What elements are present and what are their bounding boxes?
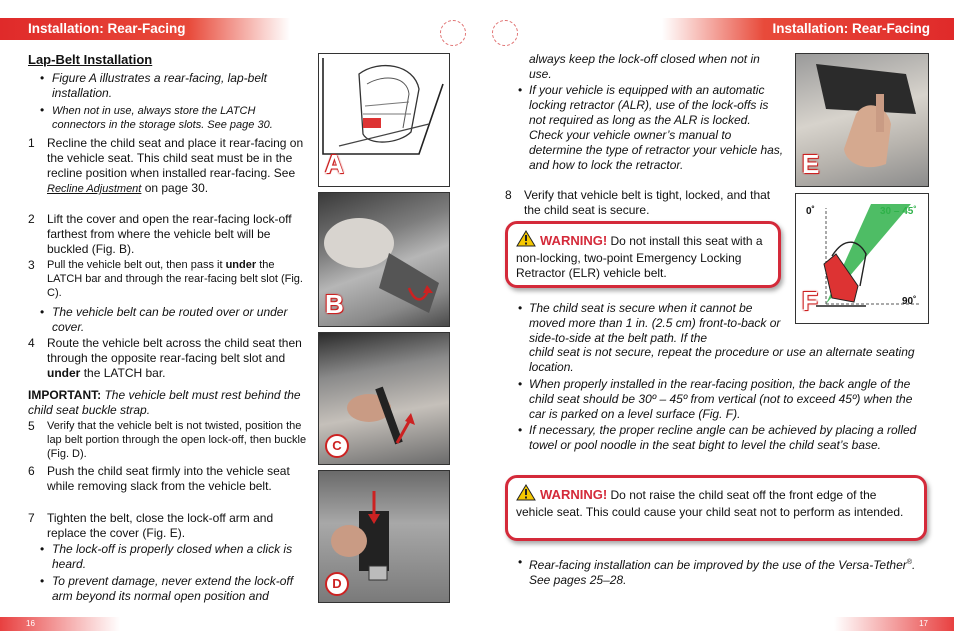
step-number: 1 [28,136,35,150]
step-number: 6 [28,464,35,478]
recline-adjustment-link[interactable]: Recline Adjustment [47,183,142,195]
figure-b-label: B [325,289,344,319]
step-7-text: Tighten the belt, close the lock-off arm and replace the cover (Fig. E). [47,511,274,540]
angle-label-90: 90˚ [902,296,917,307]
warning-text: Do not install this seat with a non-locking, two-point Emergency Locking Retractor (ELR) vehicle belt. [516,234,763,280]
angle-label-0: 0˚ [806,206,815,217]
step-number: 3 [28,258,35,272]
step-number: 2 [28,212,35,226]
bullet-marker: • [518,301,523,315]
figure-c-label: C [325,434,349,458]
bullet-recline-towel: If necessary, the proper recline angle can be achieved by placing a rolled towel or pool noodle in the seat bight to level the child seat’s base. [529,423,917,452]
step-3-text: Pull the vehicle belt out, then pass it under the LATCH bar and through the rear-facing belt slot (Fig. C). [47,259,303,299]
step-number: 7 [28,511,35,525]
page-header-right: Installation: Rear-Facing [662,18,954,40]
bullet-marker: • [518,423,523,437]
figure-d [318,470,450,603]
figure-f [795,193,929,324]
lockoff-continuation: always keep the lock-off closed when not in use. [529,52,760,81]
step-number: 4 [28,336,35,350]
bullet-latch-storage: When not in use, always store the LATCH connectors in the storage slots. See page 30. [52,105,273,131]
bullet-alr: If your vehicle is equipped with an automatic locking retractor (ALR), use of the lock-offs is not required as long as the ALR is locked. Check your vehicle owner’s manual to determine the type of retractor your vehicle has, and how to lock the retractor. [529,83,784,172]
bullet-marker: • [40,71,45,85]
bullet-marker: • [518,83,523,97]
bullet-marker: • [40,305,45,319]
step-6-text: Push the child seat firmly into the vehicle seat while removing slack from the vehicle belt. [47,464,290,493]
bullet-lockoff-click: The lock-off is properly closed when a click is heard. [52,542,293,571]
bullet-secure: child seat is not secure, repeat the procedure or use an alternate seating location. [529,345,915,374]
figure-b [318,192,450,327]
angle-range-label: 30 – 45˚ [880,206,917,217]
warning-triangle-icon [516,230,536,251]
section-title: Lap-Belt Installation [28,52,153,67]
bullet-back-angle: When properly installed in the rear-facing position, the back angle of the child seat should be 30º – 45º from vertical (not to exceed 45º) when the car is parked on a level surface (Fig. F). [529,377,913,421]
bullet-marker: • [518,377,523,391]
warning-box-elr [505,221,781,288]
step-4-text: Route the vehicle belt across the child seat then through the opposite rear-facing belt slot and under the LATCH bar. [47,336,302,380]
warning-text: Do not raise the child seat off the front edge of the vehicle seat. This could cause your child seat not to perform as intended. [516,488,904,519]
bullet-marker: • [518,555,523,569]
registration-mark-left [440,20,466,46]
figure-e-label: E [802,149,820,179]
registration-mark-right [492,20,518,46]
warning-title: WARNING! [540,233,608,248]
page-number-right: 17 [834,617,954,631]
figure-f-label: F [802,286,818,316]
bullet-versa-tether: Rear-facing installation can be improved by the use of the Versa-Tether®. See pages 25–28. [529,558,916,587]
figure-a [318,53,450,187]
step-1-text: Recline the child seat and place it rear-facing on the vehicle seat. This child seat must be in the recline position when installed rear-facing. See Recline Adjustment on page 30. [47,136,304,195]
figure-c [318,332,450,465]
figure-e [795,53,929,187]
bullet-secure-part1: The child seat is secure when it cannot be moved more than 1 in. (2.5 cm) front-to-back or side-to-side at the belt path. If the [529,301,781,345]
bullet-belt-route: The vehicle belt can be routed over or under cover. [52,305,288,334]
warning-triangle-icon [516,484,536,505]
bullet-marker: • [40,574,45,588]
bullet-figure-a: Figure A illustrates a rear-facing, lap-belt installation. [52,71,267,100]
figure-d-label: D [325,572,349,596]
warning-box-raise [505,475,927,541]
page-number-left: 16 [0,617,120,631]
warning-title: WARNING! [540,487,608,502]
bullet-marker: • [40,103,45,117]
step-number: 8 [505,188,512,202]
bullet-marker: • [40,542,45,556]
step-5-text: Verify that the vehicle belt is not twisted, position the lap belt portion through the open lock-off, then buckle (Fig. D). [47,420,307,460]
bullet-lockoff-damage: To prevent damage, never extend the lock-off arm beyond its normal open position and [52,574,294,603]
step-2-text: Lift the cover and open the rear-facing lock-off farthest from where the vehicle belt will be buckled (Fig. B). [47,212,292,256]
figure-a-label: A [325,149,344,179]
step-number: 5 [28,419,35,433]
step-8-text: Verify that vehicle belt is tight, locked, and that the child seat is secure. [524,188,771,217]
important-note: IMPORTANT: The vehicle belt must rest behind the child seat buckle strap. [28,388,301,417]
page-header-left: Installation: Rear-Facing [0,18,290,40]
